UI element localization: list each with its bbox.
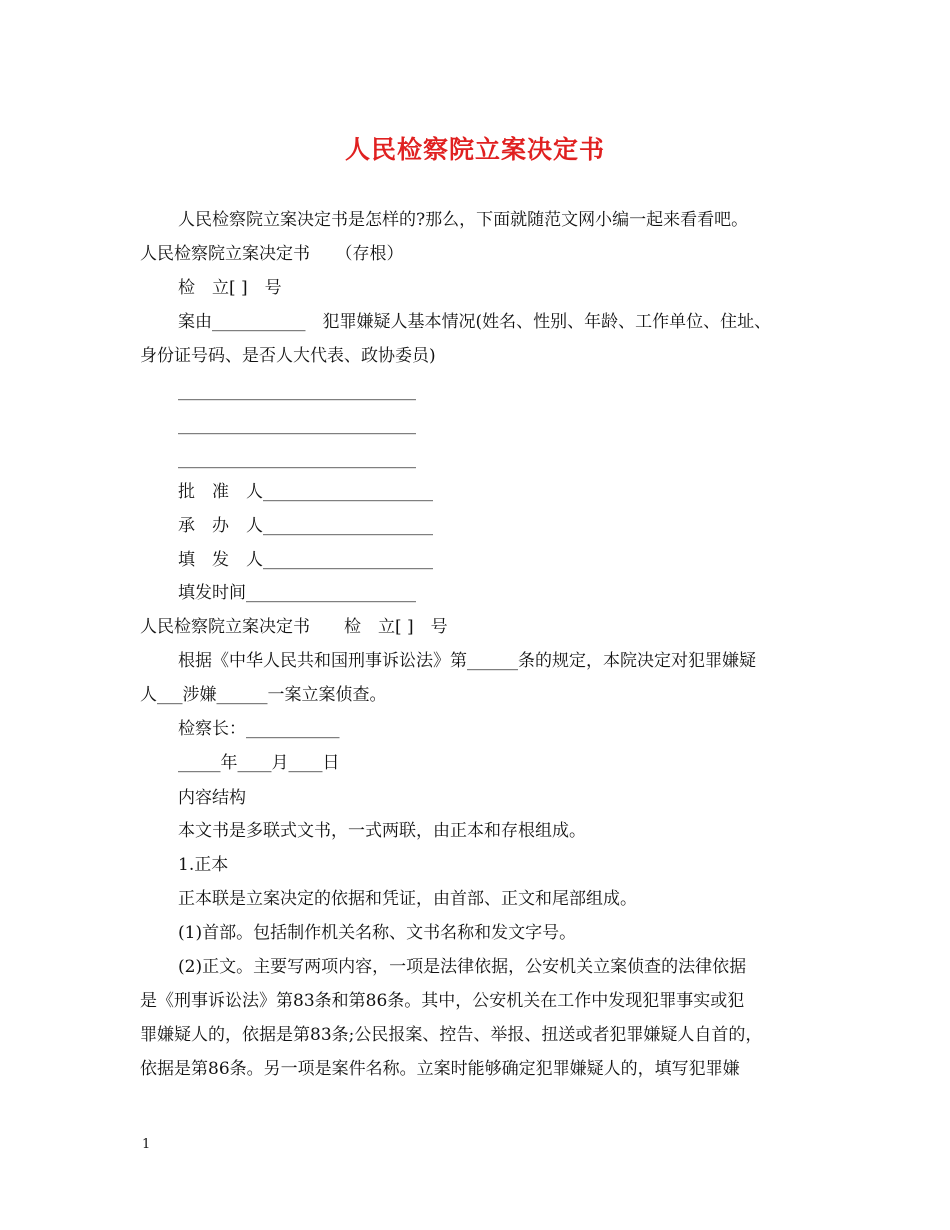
date-line: _____年____月____日 — [178, 753, 340, 773]
page-number: 1 — [142, 1137, 151, 1152]
body-paragraph: 本文书是多联式文书，一式两联，由正本和存根组成。 — [178, 821, 586, 841]
blank-line: ____________________________ — [178, 449, 416, 469]
handler-line: 承 办 人____________________ — [178, 516, 433, 536]
subsection-heading: 1.正本 — [178, 855, 229, 875]
issuer-line: 填 发 人____________________ — [178, 550, 433, 570]
body-paragraph: 正本联是立案决定的依据和凭证，由首部、正文和尾部组成。 — [178, 889, 637, 909]
approver-line: 批 准 人____________________ — [178, 482, 433, 502]
blank-line: ____________________________ — [178, 381, 416, 401]
blank-line: ____________________________ — [178, 415, 416, 435]
legal-basis-continuation: 人___涉嫌______一案立案侦查。 — [140, 685, 387, 705]
body-paragraph: (2)正文。主要写两项内容，一项是法律依据，公安机关立案侦查的法律依据 — [178, 957, 747, 977]
stub-heading: 人民检察院立案决定书 （存根） — [140, 244, 404, 264]
case-cause-continuation: 身份证号码、是否人大代表、政协委员) — [140, 346, 436, 366]
case-cause-line: 案由___________ 犯罪嫌疑人基本情况(姓名、性别、年龄、工作单位、住址、 — [178, 312, 772, 332]
body-paragraph: (1)首部。包括制作机关名称、文书名称和发文字号。 — [178, 923, 577, 943]
legal-basis-line: 根据《中华人民共和国刑事诉讼法》第______条的规定，本院决定对犯罪嫌疑 — [178, 651, 756, 671]
body-paragraph-continuation: 罪嫌疑人的，依据是第83条;公民报案、控告、举报、扭送或者犯罪嫌疑人自首的， — [140, 1025, 763, 1045]
section-heading: 内容结构 — [178, 788, 246, 808]
chief-prosecutor-line: 检察长：___________ — [178, 719, 340, 739]
intro-line: 人民检察院立案决定书是怎样的?那么，下面就随范文网小编一起来看看吧。 — [178, 210, 749, 230]
document-title: 人民检察院立案决定书 — [344, 135, 605, 164]
issue-date-line: 填发时间____________________ — [178, 583, 416, 603]
stub-number-line: 检 立[ ] 号 — [178, 278, 282, 298]
body-paragraph-continuation: 是《刑事诉讼法》第83条和第86条。其中，公安机关在工作中发现犯罪事实或犯 — [140, 991, 745, 1011]
main-copy-heading: 人民检察院立案决定书 检 立[ ] 号 — [140, 617, 448, 637]
body-paragraph-continuation: 依据是第86条。另一项是案件名称。立案时能够确定犯罪嫌疑人的，填写犯罪嫌 — [140, 1059, 740, 1079]
